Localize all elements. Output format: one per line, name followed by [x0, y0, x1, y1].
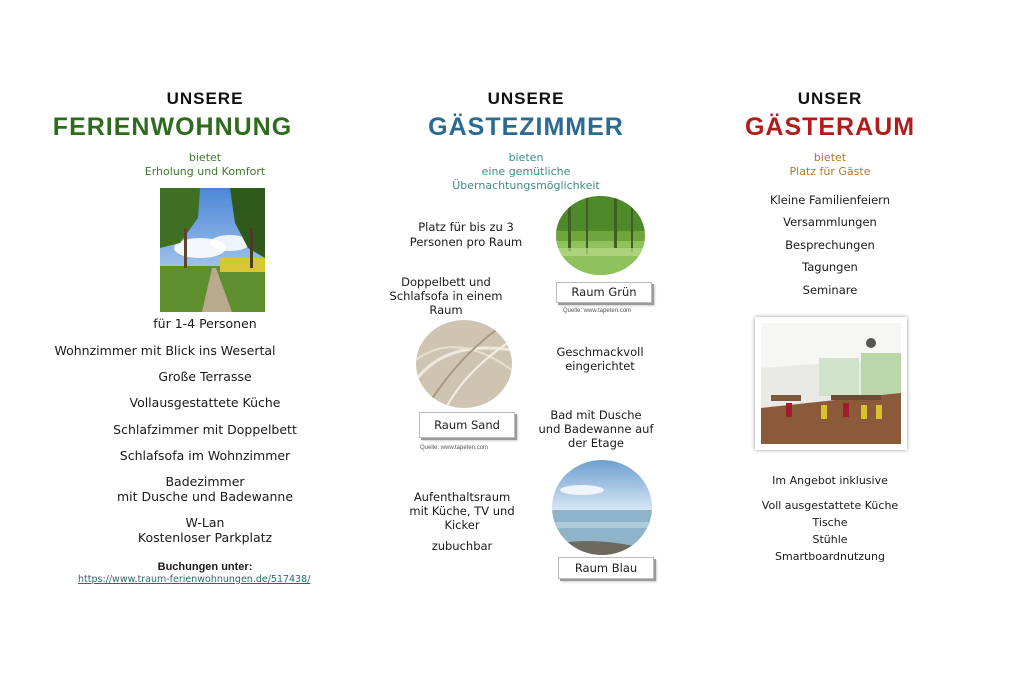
subtitle-bietet: bietet — [188, 151, 222, 164]
gaesteraum-panel — [700, 0, 960, 683]
photo-raum-gruen — [556, 196, 645, 275]
text-bookable: zubuchbar — [431, 539, 493, 553]
included-smartboard: Smartboardnutzung — [775, 550, 885, 563]
label-raum-sand: Raum Sand — [419, 412, 515, 438]
included-kitchen: Voll ausgestattete Küche — [761, 499, 899, 512]
text-lounge-2: mit Küche, TV und — [409, 504, 515, 518]
item-living-room: Wohnzimmer mit Blick ins Wesertal — [54, 343, 276, 358]
photo-landscape-path — [160, 188, 265, 312]
item-wifi: W-Lan — [185, 515, 225, 530]
gaestezimmer-panel — [380, 0, 680, 683]
text-bed-3: Raum — [429, 303, 463, 317]
text-bath-2: und Badewanne auf — [538, 422, 654, 436]
kicker-unsere: UNSERE — [166, 89, 244, 108]
label-raum-blau: Raum Blau — [558, 557, 654, 579]
subtitle-bietet-2: bietet — [813, 151, 847, 164]
text-lounge-1: Aufenthaltsraum — [413, 490, 511, 504]
subtitle-platz: Platz für Gäste — [789, 165, 871, 178]
source-1: Quelle: www.tapeten.com — [563, 308, 632, 314]
item-parking: Kostenloser Parkplatz — [137, 530, 273, 545]
ferienwohnung-panel — [0, 0, 345, 683]
subtitle-gemuetlich: eine gemütliche — [481, 165, 571, 178]
title-ferienwohnung: FERIENWOHNUNG — [52, 113, 293, 141]
event-family: Kleine Familienfeiern — [770, 193, 890, 207]
text-bath-1: Bad mit Dusche — [550, 408, 642, 422]
included-label: Im Angebot inklusive — [772, 474, 888, 487]
item-sofa-bed: Schlafsofa im Wohnzimmer — [119, 448, 291, 463]
included-chairs: Stühle — [812, 533, 848, 546]
text-style-2: eingerichtet — [565, 359, 635, 373]
subtitle-uebernachtung: Übernachtungsmöglichkeit — [452, 179, 600, 192]
item-persons: für 1-4 Personen — [153, 316, 257, 331]
item-kitchen: Vollausgestattete Küche — [129, 395, 281, 410]
text-people-1: Platz für bis zu 3 — [418, 220, 514, 234]
item-bedroom: Schlafzimmer mit Doppelbett — [113, 422, 297, 437]
booking-label: Buchungen unter: — [157, 561, 253, 573]
label-raum-gruen: Raum Grün — [556, 282, 652, 303]
text-people-2: Personen pro Raum — [409, 235, 523, 249]
kicker-unsere-2: UNSERE — [487, 89, 565, 108]
event-meetings: Versammlungen — [783, 215, 877, 229]
included-tables: Tische — [812, 516, 848, 529]
event-discussions: Besprechungen — [785, 238, 875, 252]
photo-guest-room — [755, 317, 907, 450]
subtitle-erholung: Erholung und Komfort — [144, 165, 266, 178]
item-shower-bath: mit Dusche und Badewanne — [116, 489, 294, 504]
subtitle-bieten: bieten — [508, 151, 544, 164]
photo-raum-sand — [416, 320, 512, 408]
text-bed-2: Schlafsofa in einem — [389, 289, 503, 303]
event-seminars: Seminare — [802, 283, 858, 297]
text-style-1: Geschmackvoll — [556, 345, 644, 359]
text-bath-3: der Etage — [568, 436, 624, 450]
source-2: Quelle: www.tapeten.com — [420, 445, 489, 451]
title-gaestezimmer: GÄSTEZIMMER — [428, 113, 624, 141]
item-bathroom: Badezimmer — [165, 474, 245, 489]
title-gaesteraum: GÄSTERAUM — [744, 113, 916, 141]
text-bed-1: Doppelbett und — [401, 275, 491, 289]
booking-link[interactable]: https://www.traum-ferienwohnungen.de/517438/ — [78, 574, 311, 585]
text-lounge-3: Kicker — [444, 518, 480, 532]
photo-raum-blau — [552, 460, 652, 555]
item-terrace: Große Terrasse — [158, 369, 252, 384]
kicker-unser: UNSER — [797, 89, 863, 108]
event-conferences: Tagungen — [802, 260, 858, 274]
